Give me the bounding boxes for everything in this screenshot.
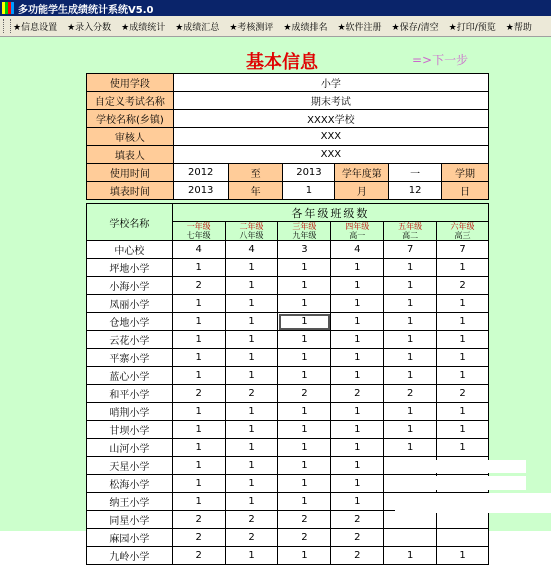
class-count-cell[interactable]: 1 [172, 403, 225, 421]
class-count-cell[interactable]: 1 [225, 331, 278, 349]
floating-panel-strip [395, 476, 526, 490]
class-count-cell[interactable]: 2 [172, 277, 225, 295]
class-count-cell[interactable]: 2 [172, 529, 225, 547]
class-count-cell[interactable]: 1 [225, 313, 278, 331]
class-count-cell[interactable]: 1 [225, 403, 278, 421]
school-name-header: 学校名称 [87, 204, 173, 241]
class-count-cell[interactable]: 2 [278, 511, 331, 529]
year-end-value[interactable]: 2013 [283, 164, 335, 182]
grade-secondary-label: 九年级 [292, 231, 317, 240]
class-count-cell[interactable]: 1 [172, 295, 225, 313]
class-count-cell[interactable]: 1 [384, 349, 437, 367]
class-count-cell[interactable] [384, 511, 437, 529]
to-label: 至 [228, 164, 283, 182]
table-row [87, 295, 489, 313]
use-time-label: 使用时间 [87, 164, 174, 182]
menu-bar [0, 16, 551, 37]
class-count-cell[interactable]: 2 [437, 385, 489, 403]
month-label: 月 [335, 182, 389, 200]
fill-year-value[interactable]: 2013 [173, 182, 228, 200]
class-count-cell[interactable]: 1 [278, 547, 331, 565]
class-count-cell[interactable]: 1 [278, 475, 331, 493]
grade-primary-label: 六年级 [450, 222, 475, 231]
menu-assessment[interactable]: ★考核测评 [229, 22, 274, 33]
table-row [87, 421, 489, 439]
class-count-cell[interactable]: 1 [331, 295, 384, 313]
grade-primary-label: 三年级 [292, 222, 317, 231]
class-count-cell[interactable]: 1 [331, 313, 384, 331]
class-count-cell[interactable]: 1 [331, 421, 384, 439]
school-name-cell[interactable]: 哨荆小学 [87, 403, 173, 421]
window-title: 多功能学生成绩统计系统V5.0 [18, 4, 154, 16]
grade-header [384, 222, 437, 241]
class-count-cell[interactable]: 3 [278, 241, 331, 259]
title-bar [0, 0, 551, 16]
class-count-cell[interactable]: 1 [225, 475, 278, 493]
menu-enter-scores[interactable]: ★录入分数 [67, 22, 112, 33]
day-label: 日 [442, 182, 489, 200]
school-name-cell[interactable]: 松海小学 [87, 475, 173, 493]
year-label: 年 [228, 182, 283, 200]
class-count-cell[interactable]: 1 [278, 403, 331, 421]
floating-panel-strip [395, 460, 526, 473]
class-count-cell[interactable]: 7 [437, 241, 489, 259]
grade-header [437, 222, 489, 241]
table-row [87, 349, 489, 367]
school-name-cell[interactable]: 和平小学 [87, 385, 173, 403]
fill-month-value[interactable]: 1 [283, 182, 335, 200]
table-row [87, 385, 489, 403]
class-count-cell[interactable]: 1 [225, 259, 278, 277]
class-count-cell[interactable]: 4 [225, 241, 278, 259]
grade-header [225, 222, 278, 241]
next-step-link[interactable]: =>下一步 [412, 53, 469, 67]
class-count-cell[interactable]: 1 [172, 313, 225, 331]
class-count-cell[interactable]: 1 [331, 439, 384, 457]
app-icon [2, 2, 14, 14]
grade-primary-label: 二年级 [239, 222, 264, 231]
grade-header [331, 222, 384, 241]
class-count-cell[interactable]: 1 [278, 349, 331, 367]
class-count-cell[interactable]: 1 [225, 277, 278, 295]
school-name-cell[interactable]: 甘坝小学 [87, 421, 173, 439]
class-count-cell[interactable]: 1 [384, 403, 437, 421]
class-count-cell[interactable]: 2 [225, 511, 278, 529]
school-name-cell[interactable]: 中心校 [87, 241, 173, 259]
class-count-cell[interactable]: 1 [278, 295, 331, 313]
class-count-cell[interactable]: 1 [225, 547, 278, 565]
class-count-cell[interactable]: 1 [172, 331, 225, 349]
table-row [87, 511, 489, 529]
class-count-cell[interactable]: 1 [278, 313, 331, 331]
grade-secondary-label: 高一 [349, 231, 366, 240]
basic-info-table [86, 73, 489, 200]
table-row [87, 547, 489, 565]
class-count-cell[interactable]: 1 [437, 349, 489, 367]
class-count-cell[interactable]: 1 [437, 421, 489, 439]
class-count-cell[interactable]: 1 [437, 331, 489, 349]
menu-print-preview[interactable]: ★打印/预览 [448, 22, 496, 33]
school-name-cell[interactable]: 纳王小学 [87, 493, 173, 511]
table-row [87, 331, 489, 349]
class-count-cell[interactable]: 1 [437, 313, 489, 331]
class-count-cell[interactable]: 2 [331, 547, 384, 565]
class-count-cell[interactable]: 1 [331, 277, 384, 295]
class-count-cell[interactable]: 1 [437, 367, 489, 385]
class-count-cell[interactable]: 1 [225, 421, 278, 439]
class-count-cell[interactable]: 1 [331, 493, 384, 511]
stage-value[interactable]: 小学 [173, 74, 488, 92]
reviewer-label: 审核人 [87, 128, 174, 146]
class-count-cell[interactable]: 2 [225, 385, 278, 403]
class-count-cell[interactable]: 1 [384, 367, 437, 385]
school-name-cell[interactable]: 天星小学 [87, 457, 173, 475]
worksheet [0, 37, 551, 563]
table-row [87, 277, 489, 295]
table-row [87, 439, 489, 457]
class-count-cell[interactable]: 2 [331, 511, 384, 529]
class-count-cell[interactable] [437, 511, 489, 529]
grade-secondary-label: 高二 [402, 231, 419, 240]
class-count-cell[interactable]: 1 [172, 421, 225, 439]
class-count-cell[interactable]: 2 [225, 529, 278, 547]
term-label: 学期 [442, 164, 489, 182]
class-count-cell[interactable]: 2 [331, 529, 384, 547]
toolbar-grip-icon[interactable] [3, 19, 11, 33]
class-count-cell[interactable]: 1 [225, 493, 278, 511]
school-name-cell[interactable]: 仓地小学 [87, 313, 173, 331]
class-count-cell[interactable]: 1 [172, 259, 225, 277]
class-count-cell[interactable]: 1 [384, 439, 437, 457]
class-count-cell[interactable]: 1 [331, 331, 384, 349]
grade-secondary-label: 高三 [454, 231, 471, 240]
school-name-cell[interactable]: 坪地小学 [87, 259, 173, 277]
semester-label: 学年度第 [335, 164, 389, 182]
filler-value[interactable]: XXX [173, 146, 488, 164]
table-row [87, 241, 489, 259]
class-count-cell[interactable]: 1 [384, 331, 437, 349]
class-count-cell[interactable]: 7 [384, 241, 437, 259]
floating-panel-strip [395, 493, 551, 513]
table-row [87, 313, 489, 331]
class-count-cell[interactable]: 2 [172, 511, 225, 529]
class-count-cell[interactable]: 1 [278, 439, 331, 457]
grade-primary-label: 一年级 [186, 222, 211, 231]
class-count-cell[interactable]: 1 [172, 349, 225, 367]
class-count-cell[interactable]: 1 [278, 367, 331, 385]
class-count-cell[interactable]: 4 [331, 241, 384, 259]
exam-name-value[interactable]: 期末考试 [173, 92, 488, 110]
school-name-label: 学校名称(乡镇) [87, 110, 174, 128]
school-name-cell[interactable]: 蓝心小学 [87, 367, 173, 385]
class-count-cell[interactable]: 2 [331, 385, 384, 403]
year-start-value[interactable]: 2012 [173, 164, 228, 182]
class-count-cell[interactable]: 1 [225, 439, 278, 457]
class-count-cell[interactable]: 1 [172, 439, 225, 457]
menu-ranking[interactable]: ★成绩排名 [283, 22, 328, 33]
class-count-cell[interactable]: 2 [437, 277, 489, 295]
grade-secondary-label: 七年级 [186, 231, 211, 240]
class-count-cell[interactable]: 1 [225, 295, 278, 313]
school-name-cell[interactable]: 麻园小学 [87, 529, 173, 547]
class-count-cell[interactable]: 1 [172, 457, 225, 475]
class-count-cell[interactable]: 1 [384, 277, 437, 295]
class-count-cell[interactable]: 1 [384, 259, 437, 277]
school-name-cell[interactable]: 九岭小学 [87, 547, 173, 565]
class-count-cell[interactable]: 1 [331, 475, 384, 493]
school-name-cell[interactable]: 平寨小学 [87, 349, 173, 367]
grade-header [172, 222, 225, 241]
school-name-value[interactable]: XXXX学校 [173, 110, 488, 128]
school-name-cell[interactable]: 同星小学 [87, 511, 173, 529]
exam-name-label: 自定义考试名称 [87, 92, 174, 110]
fill-time-label: 填表时间 [87, 182, 174, 200]
page-title: 基本信息 [246, 52, 318, 73]
grade-primary-label: 五年级 [398, 222, 423, 231]
grade-primary-label: 四年级 [345, 222, 370, 231]
school-name-cell[interactable]: 云花小学 [87, 331, 173, 349]
class-count-cell[interactable]: 4 [172, 241, 225, 259]
class-count-cell[interactable]: 1 [384, 547, 437, 565]
class-count-cell[interactable] [437, 529, 489, 547]
school-name-cell[interactable]: 凤丽小学 [87, 295, 173, 313]
class-count-cell[interactable]: 1 [384, 313, 437, 331]
class-count-cell[interactable] [384, 529, 437, 547]
filler-label: 填表人 [87, 146, 174, 164]
semester-value[interactable]: 一 [389, 164, 442, 182]
class-count-cell[interactable]: 2 [278, 385, 331, 403]
reviewer-value[interactable]: XXX [173, 128, 488, 146]
class-count-cell[interactable]: 1 [172, 475, 225, 493]
menu-summary[interactable]: ★成绩汇总 [175, 22, 220, 33]
class-count-caption: 各年级班级数 [172, 204, 488, 222]
class-count-cell[interactable]: 1 [278, 259, 331, 277]
class-count-cell[interactable]: 1 [172, 493, 225, 511]
class-count-cell[interactable]: 1 [172, 367, 225, 385]
class-count-cell[interactable]: 1 [278, 421, 331, 439]
menu-save-clear[interactable]: ★保存/清空 [391, 22, 439, 33]
class-count-cell[interactable]: 1 [437, 439, 489, 457]
class-count-cell[interactable]: 1 [331, 403, 384, 421]
school-name-cell[interactable]: 小海小学 [87, 277, 173, 295]
menu-register[interactable]: ★软件注册 [337, 22, 382, 33]
class-count-cell[interactable]: 1 [225, 457, 278, 475]
table-row [87, 529, 489, 547]
class-count-cell[interactable]: 2 [384, 385, 437, 403]
grade-header [278, 222, 331, 241]
menu-help[interactable]: ★帮助 [505, 22, 532, 33]
class-count-cell[interactable]: 1 [225, 349, 278, 367]
class-count-cell[interactable]: 1 [437, 547, 489, 565]
menu-info-settings[interactable]: ★信息设置 [13, 22, 58, 33]
class-count-cell[interactable]: 1 [278, 277, 331, 295]
class-count-cell[interactable]: 1 [278, 493, 331, 511]
class-count-cell[interactable]: 1 [331, 367, 384, 385]
school-name-cell[interactable]: 山河小学 [87, 439, 173, 457]
grade-secondary-label: 八年级 [239, 231, 264, 240]
class-count-cell[interactable]: 1 [331, 349, 384, 367]
class-count-cell[interactable]: 2 [278, 529, 331, 547]
class-count-cell[interactable]: 1 [437, 259, 489, 277]
fill-day-value[interactable]: 12 [389, 182, 442, 200]
class-count-cell[interactable]: 1 [384, 421, 437, 439]
menu-statistics[interactable]: ★成绩统计 [121, 22, 166, 33]
class-count-cell[interactable]: 1 [278, 457, 331, 475]
class-count-cell[interactable]: 2 [172, 547, 225, 565]
class-count-cell[interactable]: 1 [278, 331, 331, 349]
table-row [87, 403, 489, 421]
class-count-cell[interactable]: 1 [331, 259, 384, 277]
class-count-cell[interactable]: 1 [331, 457, 384, 475]
class-count-cell[interactable]: 1 [384, 295, 437, 313]
table-row [87, 367, 489, 385]
class-count-cell[interactable]: 1 [437, 403, 489, 421]
stage-label: 使用学段 [87, 74, 174, 92]
class-count-cell[interactable]: 1 [437, 295, 489, 313]
class-count-cell[interactable]: 1 [225, 367, 278, 385]
class-count-cell[interactable]: 2 [172, 385, 225, 403]
table-row [87, 259, 489, 277]
